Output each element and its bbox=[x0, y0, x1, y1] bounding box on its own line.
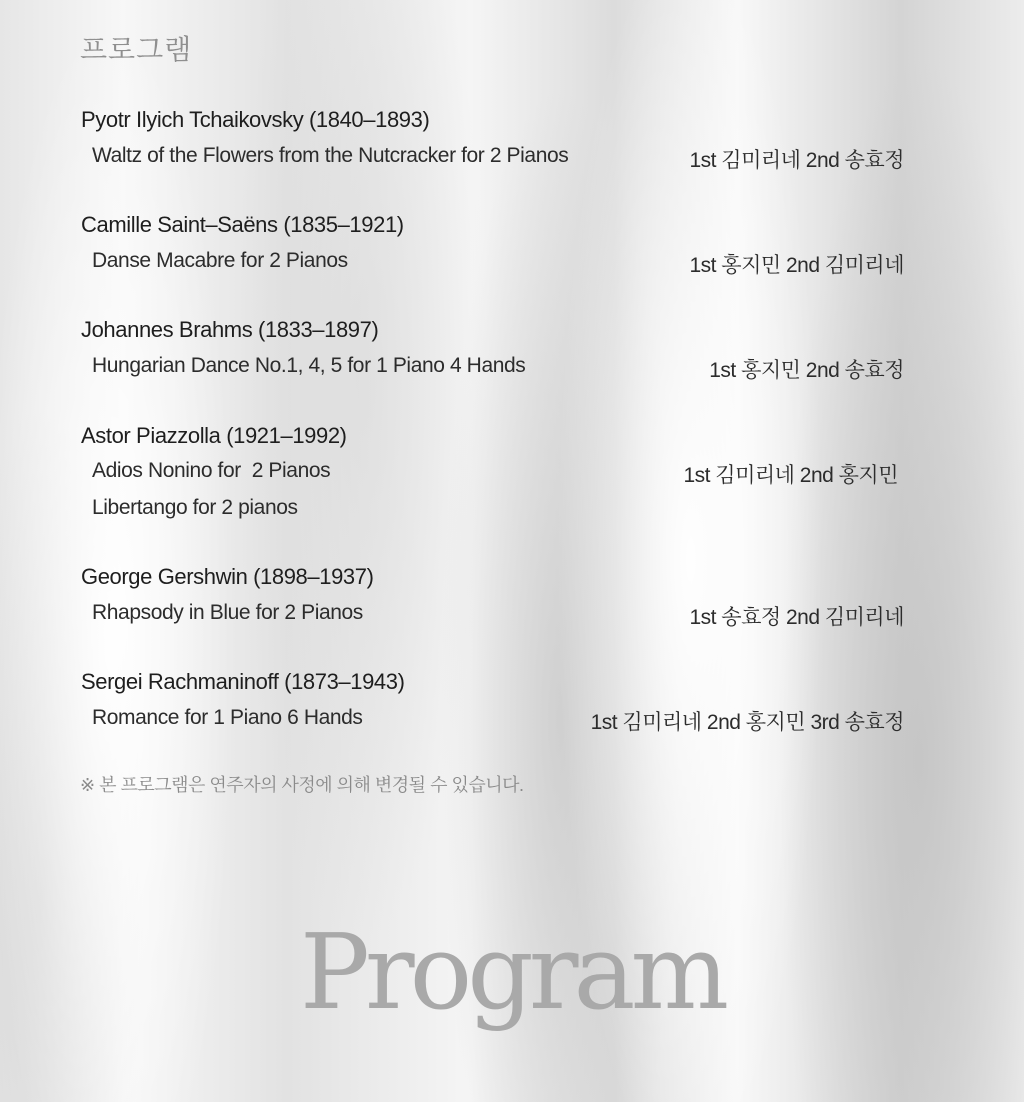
page-heading: 프로그램 bbox=[80, 33, 193, 66]
piece-title: Adios Nonino for 2 Pianos bbox=[92, 459, 331, 482]
performers: 1st 김미리네 2nd 송효정 bbox=[689, 149, 904, 172]
performers: 1st 김미리네 2nd 홍지민 bbox=[683, 464, 898, 487]
composer-name: Camille Saint–Saëns (1835–1921) bbox=[81, 212, 404, 237]
piece-title: Rhapsody in Blue for 2 Pianos bbox=[92, 601, 363, 624]
performers: 1st 송효정 2nd 김미리네 bbox=[689, 606, 904, 629]
piece-title: Waltz of the Flowers from the Nutcracker for 2 Pianos bbox=[92, 144, 569, 167]
composer-name: Pyotr Ilyich Tchaikovsky (1840–1893) bbox=[81, 107, 430, 132]
performers: 1st 홍지민 2nd 송효정 bbox=[709, 359, 904, 382]
piece-title: Romance for 1 Piano 6 Hands bbox=[92, 706, 363, 729]
performers: 1st 김미리네 2nd 홍지민 3rd 송효정 bbox=[590, 711, 904, 734]
composer-name: Johannes Brahms (1833–1897) bbox=[81, 317, 379, 342]
composer-name: George Gershwin (1898–1937) bbox=[81, 564, 374, 589]
program-logo: Program bbox=[299, 911, 725, 1033]
piece-title: Hungarian Dance No.1, 4, 5 for 1 Piano 4 Hands bbox=[92, 354, 526, 377]
piece-title: Libertango for 2 pianos bbox=[92, 496, 298, 519]
composer-name: Astor Piazzolla (1921–1992) bbox=[81, 423, 347, 448]
change-notice: ※ 본 프로그램은 연주자의 사정에 의해 변경될 수 있습니다. bbox=[80, 775, 524, 795]
performers: 1st 홍지민 2nd 김미리네 bbox=[689, 254, 904, 277]
composer-name: Sergei Rachmaninoff (1873–1943) bbox=[81, 669, 405, 694]
piece-title: Danse Macabre for 2 Pianos bbox=[92, 249, 348, 272]
